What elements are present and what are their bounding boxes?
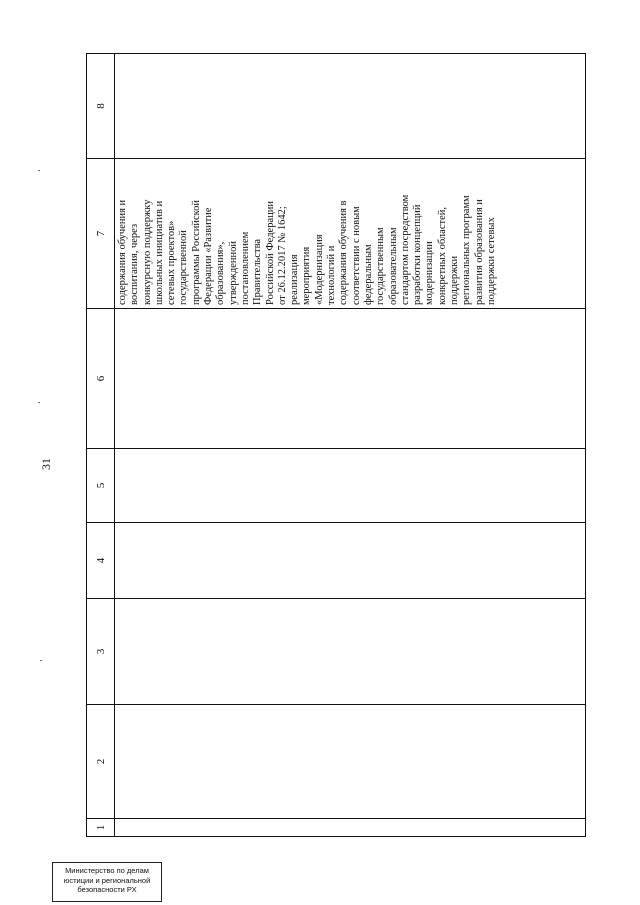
page-number: 31 bbox=[39, 458, 53, 470]
column-header-7: 7 bbox=[87, 159, 115, 308]
rotated-table-body bbox=[86, 53, 586, 837]
scan-speck bbox=[38, 402, 40, 403]
column-header-6: 6 bbox=[87, 309, 115, 448]
ministry-stamp bbox=[52, 862, 162, 902]
table-column-8 bbox=[87, 54, 585, 158]
table-cell-7 bbox=[115, 159, 585, 308]
table-cell-6 bbox=[115, 309, 585, 448]
column-header-5: 5 bbox=[87, 449, 115, 522]
column-header-8: 8 bbox=[87, 54, 115, 158]
table-cell-3 bbox=[115, 599, 585, 704]
stamp-line: безопасности РХ bbox=[77, 885, 137, 894]
table-column-2 bbox=[87, 704, 585, 818]
document-table bbox=[86, 53, 586, 837]
scan-speck bbox=[38, 170, 40, 171]
table-cell-4 bbox=[115, 523, 585, 598]
column-header-2: 2 bbox=[87, 705, 115, 818]
column-header-4: 4 bbox=[87, 523, 115, 598]
table-cell-5 bbox=[115, 449, 585, 522]
stamp-line: юстиции и региональной bbox=[63, 875, 151, 885]
table-column-7 bbox=[87, 158, 585, 308]
column-7-text: содержания обучения и воспитания, через конкурсную поддержку школьных инициатив и сетевых проектов» государственной программы Российской Федерации «Развитие образования», утвержденной постановлением Правительства Российской Федерации от 26.12.2017 № 1642; реализация мероприятия «Модернизация технологий и содержания обучения в соответствии с новым федеральным государственным образовательным стандартом посредством разработки концепций модернизации конкретных областей, поддержки региональных программ развития образования и поддержки сетевых bbox=[117, 194, 497, 305]
table-column-4 bbox=[87, 522, 585, 598]
table-column-6 bbox=[87, 308, 585, 448]
table-column-5 bbox=[87, 448, 585, 522]
table-cell-2 bbox=[115, 705, 585, 818]
stamp-line: Министерство по делам bbox=[65, 866, 149, 875]
table-cell-1 bbox=[115, 819, 585, 836]
table-cell-8 bbox=[115, 54, 585, 158]
scan-speck bbox=[40, 660, 42, 661]
table-column-1 bbox=[87, 818, 585, 836]
table-column-3 bbox=[87, 598, 585, 704]
column-header-1: 1 bbox=[87, 819, 115, 836]
column-header-3: 3 bbox=[87, 599, 115, 704]
